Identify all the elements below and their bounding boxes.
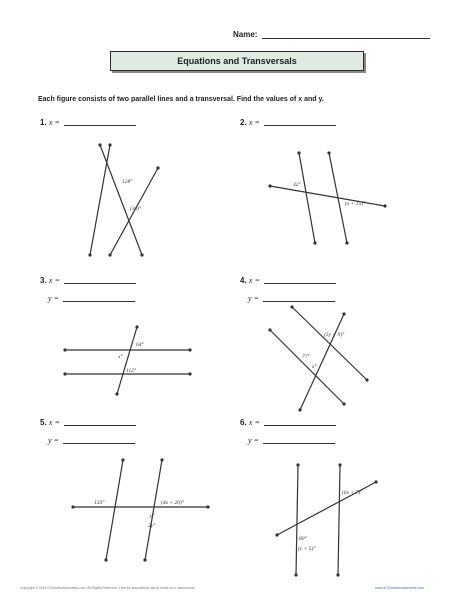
figure-4 xyxy=(262,302,382,412)
line-endpoint xyxy=(108,143,111,146)
parallel-line xyxy=(338,465,340,575)
answer-blank[interactable] xyxy=(64,125,136,126)
figure-6 xyxy=(272,460,382,580)
angle-label: (5y − 9)° xyxy=(324,332,345,338)
problem-5-x xyxy=(40,418,136,427)
line-endpoint xyxy=(143,558,146,561)
line-endpoint xyxy=(383,204,386,207)
line-endpoint xyxy=(313,241,316,244)
angle-label: x° xyxy=(118,354,123,360)
angle-label: 80° xyxy=(299,536,307,542)
line-endpoint xyxy=(275,533,278,536)
parallel-line xyxy=(270,330,344,404)
figure-1 xyxy=(80,140,170,260)
footer-copyright: Copyright © 2014 K12mathworksheets.com. All Rights Reserved. Free for educational use at home or in classrooms. xyxy=(20,586,196,590)
line-endpoint xyxy=(206,505,209,508)
answer-label: y = xyxy=(248,294,259,303)
problem-number: 1. xyxy=(40,118,47,127)
transversal-line xyxy=(100,145,142,255)
line-endpoint xyxy=(342,312,345,315)
problem-6-x xyxy=(240,418,336,427)
line-endpoint xyxy=(71,505,74,508)
angle-label: (y + 5)° xyxy=(298,546,316,552)
line-endpoint xyxy=(115,392,118,395)
answer-blank[interactable] xyxy=(263,443,335,444)
answer-label: x = xyxy=(248,418,260,427)
answer-blank[interactable] xyxy=(63,443,135,444)
instructions: Each figure consists of two parallel lines and a transversal. Find the values of x and y. xyxy=(38,96,324,103)
angle-label: y° xyxy=(150,513,155,519)
problem-number: 2. xyxy=(240,118,247,127)
problem-number: 3. xyxy=(40,276,47,285)
angle-label: 2y° xyxy=(148,523,156,529)
line-endpoint xyxy=(268,328,271,331)
answer-label: y = xyxy=(48,436,59,445)
angle-label: 64° xyxy=(136,342,144,348)
parallel-line xyxy=(145,460,162,560)
angle-label: 77° xyxy=(302,354,310,360)
transversal-line xyxy=(270,186,385,206)
line-endpoint xyxy=(63,348,66,351)
name-field-line[interactable] xyxy=(262,38,430,39)
parallel-line xyxy=(329,153,347,243)
name-label: Name: xyxy=(233,30,258,39)
line-endpoint xyxy=(156,166,159,169)
line-endpoint xyxy=(294,573,297,576)
line-endpoint xyxy=(188,348,191,351)
angle-label: (3x)° xyxy=(130,206,142,212)
answer-blank[interactable] xyxy=(64,283,136,284)
line-endpoint xyxy=(336,573,339,576)
line-endpoint xyxy=(296,463,299,466)
angle-label: 133° xyxy=(94,500,105,506)
line-endpoint xyxy=(188,372,191,375)
figure-2 xyxy=(265,148,390,248)
angle-label: 128° xyxy=(122,179,133,185)
angle-label: (6x + 7)° xyxy=(342,490,363,496)
parallel-line xyxy=(106,460,123,560)
figure-3 xyxy=(60,322,195,397)
answer-blank[interactable] xyxy=(63,301,135,302)
answer-label: x = xyxy=(48,118,60,127)
line-endpoint xyxy=(268,184,271,187)
problem-5-y xyxy=(48,436,135,445)
line-endpoint xyxy=(365,378,368,381)
answer-label: x = xyxy=(48,276,60,285)
problem-number: 5. xyxy=(40,418,47,427)
line-endpoint xyxy=(298,408,301,411)
parallel-line xyxy=(292,307,367,380)
angle-label: x° xyxy=(312,364,317,370)
transversal-line xyxy=(117,327,137,394)
answer-blank[interactable] xyxy=(264,425,336,426)
answer-label: y = xyxy=(48,294,59,303)
line-endpoint xyxy=(297,151,300,154)
line-endpoint xyxy=(63,372,66,375)
angle-label: (x + 15)° xyxy=(345,201,366,207)
answer-label: x = xyxy=(248,276,260,285)
parallel-line xyxy=(296,465,298,575)
problem-6-y xyxy=(248,436,335,445)
line-endpoint xyxy=(121,458,124,461)
parallel-line xyxy=(299,153,315,243)
line-endpoint xyxy=(374,480,377,483)
answer-blank[interactable] xyxy=(64,425,136,426)
answer-blank[interactable] xyxy=(264,125,336,126)
line-endpoint xyxy=(104,558,107,561)
angle-label: 112° xyxy=(126,368,137,374)
problem-number: 4. xyxy=(240,276,247,285)
parallel-line xyxy=(90,145,110,255)
line-endpoint xyxy=(88,253,91,256)
answer-blank[interactable] xyxy=(264,283,336,284)
problem-3-y xyxy=(48,294,135,303)
problem-number: 6. xyxy=(240,418,247,427)
line-endpoint xyxy=(140,253,143,256)
line-endpoint xyxy=(290,305,293,308)
problem-3-x xyxy=(40,276,136,285)
line-endpoint xyxy=(98,143,101,146)
line-endpoint xyxy=(327,151,330,154)
answer-label: y = xyxy=(248,436,259,445)
line-endpoint xyxy=(135,325,138,328)
line-endpoint xyxy=(160,458,163,461)
angle-label: (4x + 20)° xyxy=(161,500,185,506)
answer-label: x = xyxy=(48,418,60,427)
angle-label: 32° xyxy=(293,182,301,188)
footer-site-link[interactable]: www.K12mathworksheets.com xyxy=(375,586,424,590)
problem-2-x xyxy=(240,118,336,127)
line-endpoint xyxy=(342,402,345,405)
figure-5 xyxy=(68,455,213,565)
line-endpoint xyxy=(108,253,111,256)
answer-label: x = xyxy=(248,118,260,127)
problem-4-x xyxy=(240,276,336,285)
line-endpoint xyxy=(345,241,348,244)
problem-1-x xyxy=(40,118,136,127)
transversal-line xyxy=(300,314,344,410)
worksheet-title: Equations and Transversals xyxy=(110,51,364,71)
line-endpoint xyxy=(338,463,341,466)
